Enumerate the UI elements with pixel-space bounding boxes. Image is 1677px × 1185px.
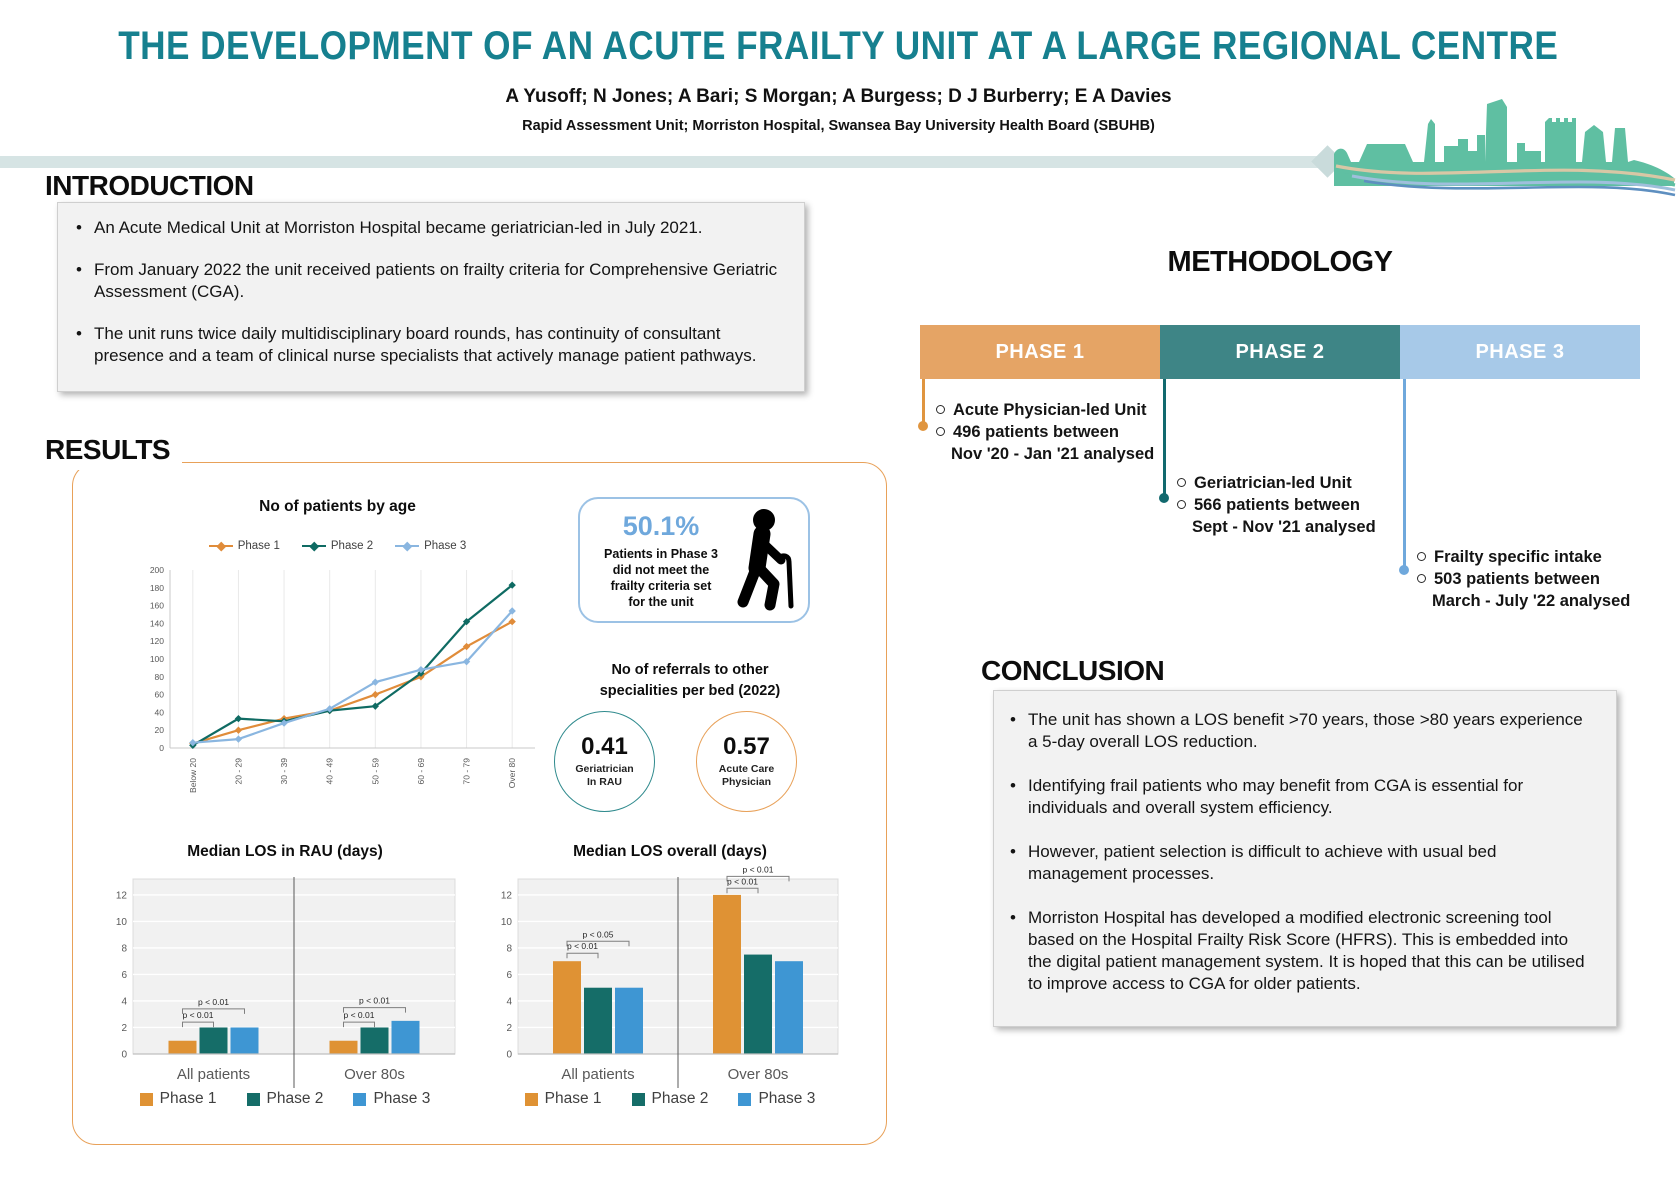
referral-circle-label: Acute Care Physician — [718, 763, 775, 788]
phase-2-connector-dot — [1159, 493, 1169, 503]
svg-text:0: 0 — [506, 1049, 512, 1061]
rau-bar-chart — [105, 865, 465, 1115]
stat-value: 50.1% — [622, 510, 700, 541]
intro-bullet: • From January 2022 the unit received patients on frailty criteria for Comprehensive Geriatric Assessment (CGA). — [68, 259, 782, 303]
svg-text:6: 6 — [121, 969, 127, 981]
phase-2-bar — [1160, 325, 1400, 379]
circle-bullet-icon — [1177, 478, 1186, 487]
svg-text:All patients: All patients — [176, 1066, 251, 1083]
legend-item: Phase 3 — [738, 1090, 815, 1108]
referral-circle-label: Geriatrician In RAU — [575, 763, 634, 788]
svg-text:70 - 79: 70 - 79 — [461, 758, 472, 785]
intro-heading: INTRODUCTION — [45, 170, 254, 201]
svg-text:p < 0.05: p < 0.05 — [582, 929, 614, 940]
svg-text:Below 20: Below 20 — [187, 758, 198, 793]
legend-item: Phase 1 — [525, 1090, 602, 1108]
overall-chart-legend — [480, 1090, 860, 1108]
svg-text:12: 12 — [115, 890, 127, 902]
page-title: THE DEVELOPMENT OF AN ACUTE FRAILTY UNIT AT A LARGE REGIONAL CENTRE — [118, 24, 1559, 68]
phase-3-bar — [1400, 325, 1640, 379]
legend-item: Phase 1 — [140, 1090, 217, 1108]
legend-item: Phase 2 — [632, 1090, 709, 1108]
svg-text:0: 0 — [159, 743, 164, 753]
svg-text:100: 100 — [149, 654, 164, 664]
conclusion-bullet: • Identifying frail patients who may benefit from CGA is essential for individuals and overall system efficiency. — [1002, 775, 1594, 819]
svg-text:60 - 69: 60 - 69 — [415, 758, 426, 785]
phase-1-bar — [920, 325, 1160, 379]
circle-bullet-icon — [936, 427, 945, 436]
svg-text:8: 8 — [506, 943, 512, 955]
svg-text:All patients: All patients — [561, 1066, 635, 1083]
svg-text:200: 200 — [149, 565, 164, 575]
svg-text:60: 60 — [154, 689, 164, 700]
age-line-chart — [130, 560, 545, 808]
referrals-title: No of referrals to other specialities per bed (2022) — [599, 662, 781, 699]
header-divider-band — [0, 156, 1322, 168]
referral-circle-acute: 0.57 Acute Care Physician — [696, 711, 797, 812]
conclusion-panel — [993, 690, 1617, 1027]
phase-3-label: PHASE 3 — [1475, 340, 1565, 363]
svg-text:p < 0.01: p < 0.01 — [742, 865, 774, 875]
age-chart-title: No of patients by age — [259, 498, 416, 515]
intro-bullet: • An Acute Medical Unit at Morriston Hospital became geriatrician-led in July 2021. — [68, 217, 782, 239]
overall-bar-chart — [480, 865, 860, 1115]
svg-text:12: 12 — [500, 890, 512, 902]
svg-text:p < 0.01: p < 0.01 — [567, 941, 598, 952]
svg-text:4: 4 — [121, 996, 127, 1008]
conclusion-bullet: • The unit has shown a LOS benefit >70 years, those >80 years experience a 5-day overall LOS reduction. — [1002, 709, 1594, 753]
svg-text:8: 8 — [121, 943, 127, 955]
phase-1-label: PHASE 1 — [995, 340, 1085, 363]
svg-text:20: 20 — [154, 725, 164, 736]
intro-bullet: • The unit runs twice daily multidisciplinary board rounds, has continuity of consultant presence and a team of clinical nurse specialists that actively manage patient pathways. — [68, 323, 782, 367]
svg-text:6: 6 — [506, 969, 512, 981]
svg-text:120: 120 — [149, 636, 164, 647]
svg-text:p < 0.01: p < 0.01 — [359, 995, 390, 1006]
svg-text:10: 10 — [500, 916, 512, 928]
elderly-person-icon — [726, 508, 798, 612]
svg-text:80: 80 — [154, 671, 164, 682]
svg-text:p < 0.01: p < 0.01 — [727, 876, 758, 887]
results-heading: RESULTS — [45, 434, 182, 470]
svg-text:30 - 39: 30 - 39 — [279, 758, 290, 785]
affiliation-line: Rapid Assessment Unit; Morriston Hospital, Swansea Bay University Health Board (SBUHB) — [522, 118, 1155, 134]
svg-text:Over 80s: Over 80s — [727, 1066, 789, 1083]
phase-2-label: PHASE 2 — [1235, 340, 1325, 363]
age-chart-legend — [130, 540, 545, 552]
svg-text:140: 140 — [149, 618, 164, 629]
referral-circle-geriatrician: 0.41 Geriatrician In RAU — [554, 711, 655, 812]
legend-item: Phase 1 — [209, 540, 280, 552]
svg-text:2: 2 — [506, 1022, 512, 1034]
legend-item: Phase 2 — [302, 540, 373, 552]
phase-3-notes: Frailty specific intake 503 patients between March - July '22 analysed — [1417, 546, 1677, 612]
conclusion-heading: CONCLUSION — [981, 655, 1174, 687]
conclusion-bullet: • Morriston Hospital has developed a modified electronic screening tool based on the Hospital Frailty Risk Score (HFRS). This is embedded into the digital patient management system. It is hoped that this can be utilised to improve access to CGA for older patients. — [1002, 907, 1594, 995]
svg-text:4: 4 — [506, 996, 512, 1008]
intro-panel — [57, 202, 805, 392]
intro-bullet-list — [68, 217, 782, 367]
legend-item: Phase 3 — [353, 1090, 430, 1108]
methodology-heading: METHODOLOGY — [1080, 246, 1480, 279]
svg-text:50 - 59: 50 - 59 — [370, 758, 381, 785]
authors-line: A Yusoff; N Jones; A Bari; S Morgan; A Burgess; D J Burberry; E A Davies — [505, 86, 1172, 107]
legend-item: Phase 3 — [395, 540, 466, 552]
conclusion-bullet-list — [1002, 709, 1594, 995]
overall-chart-title: Median LOS overall (days) — [573, 843, 767, 860]
phase-1-notes: Acute Physician-led Unit 496 patients between Nov '20 - Jan '21 analysed — [936, 399, 1196, 465]
circle-bullet-icon — [936, 405, 945, 414]
city-skyline-logo — [1256, 94, 1677, 198]
stat-text: 50.1% Patients in Phase 3 did not meet the frailty criteria set for the unit — [596, 511, 726, 610]
circle-bullet-icon — [1417, 552, 1426, 561]
phase-1-connector-dot — [918, 421, 928, 431]
conclusion-bullet: • However, patient selection is difficult to achieve with usual bed management processes. — [1002, 841, 1594, 885]
stat-box — [578, 497, 810, 623]
circle-bullet-icon — [1177, 500, 1186, 509]
svg-text:10: 10 — [115, 916, 127, 928]
svg-text:40: 40 — [154, 707, 164, 718]
svg-text:p < 0.01: p < 0.01 — [343, 1010, 375, 1021]
svg-text:Over 80s: Over 80s — [344, 1066, 405, 1083]
circle-bullet-icon — [1417, 574, 1426, 583]
rau-chart-title: Median LOS in RAU (days) — [187, 843, 383, 860]
svg-text:180: 180 — [149, 582, 164, 593]
phase-1-connector-line — [922, 379, 925, 425]
svg-text:160: 160 — [149, 600, 164, 611]
phase-3-connector-dot — [1399, 565, 1409, 575]
rau-chart-legend — [105, 1090, 465, 1108]
svg-text:0: 0 — [121, 1049, 127, 1061]
svg-text:p < 0.01: p < 0.01 — [198, 996, 229, 1007]
phase-2-notes: Geriatrician-led Unit 566 patients between Sept - Nov '21 analysed — [1177, 472, 1437, 538]
svg-text:Over 80: Over 80 — [507, 758, 518, 789]
svg-text:p < 0.01: p < 0.01 — [182, 1010, 214, 1021]
svg-text:20 - 29: 20 - 29 — [233, 758, 244, 785]
legend-item: Phase 2 — [247, 1090, 324, 1108]
svg-text:2: 2 — [121, 1022, 127, 1034]
svg-text:40 - 49: 40 - 49 — [324, 758, 335, 785]
